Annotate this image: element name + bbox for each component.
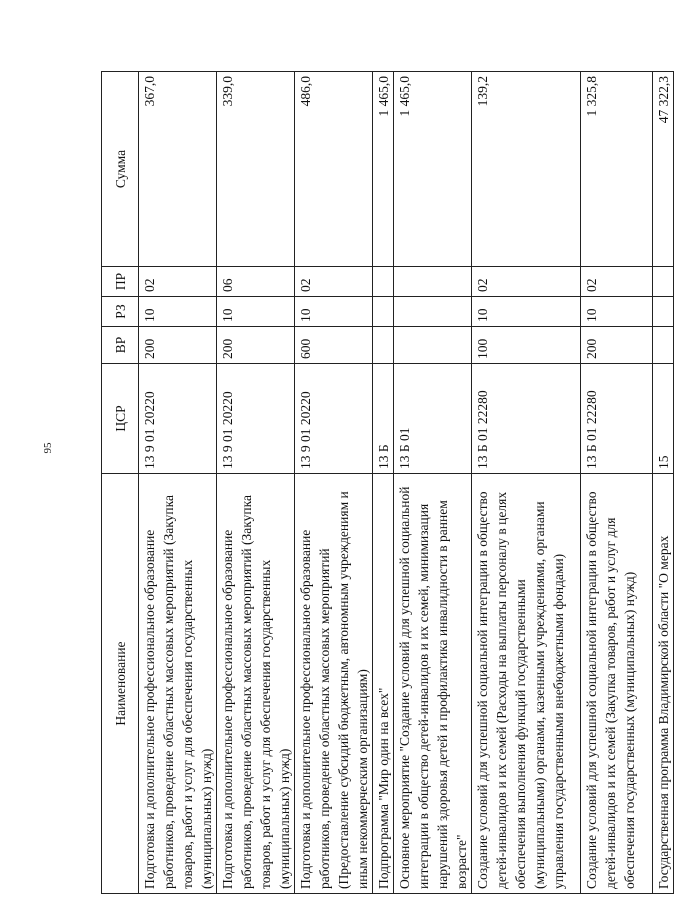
cell-name: Государственная программа Владимирской области "О мерах [653, 474, 674, 894]
table-row [139, 72, 217, 894]
cell-pr [394, 267, 472, 297]
header-pr: ПР [102, 267, 139, 297]
budget-table-frame [101, 72, 671, 894]
cell-name: Подготовка и дополнительное профессиональное образование работников, проведение областных массовых мероприятий (Предоставление субсидий бюджетным, автономным учреждениям и иным некоммерческим организациям) [295, 474, 373, 894]
budget-table [101, 71, 674, 894]
cell-sum: 1 465,0 [394, 72, 472, 267]
table-row [295, 72, 373, 894]
cell-csr: 13 9 01 20220 [217, 364, 295, 474]
cell-sum: 486,0 [295, 72, 373, 267]
cell-name: Создание условий для успешной социальной интеграции в общество детей-инвалидов и их семей (Расходы на выплаты персоналу в целях обеспечения выполнения функций государственными (муниципальными) органами, казенными учреждениями, органами управления государственными внебюджетными фондами) [472, 474, 581, 894]
table-row [394, 72, 472, 894]
cell-pr [373, 267, 394, 297]
cell-vr: 200 [581, 327, 653, 364]
cell-pr: 02 [472, 267, 581, 297]
cell-name: Подготовка и дополнительное профессиональное образование работников, проведение областных массовых мероприятий (Закупка товаров, работ и услуг для обеспечения государственных (муниципальных) нужд) [217, 474, 295, 894]
cell-rz: 10 [217, 297, 295, 327]
cell-sum: 367,0 [139, 72, 217, 267]
cell-vr: 600 [295, 327, 373, 364]
table-row [373, 72, 394, 894]
header-sum: Сумма [102, 72, 139, 267]
cell-vr [394, 327, 472, 364]
cell-rz: 10 [581, 297, 653, 327]
cell-sum: 139,2 [472, 72, 581, 267]
header-name: Наименование [102, 474, 139, 894]
cell-csr: 13 9 01 20220 [295, 364, 373, 474]
header-vr: ВР [102, 327, 139, 364]
cell-rz [373, 297, 394, 327]
cell-name: Подготовка и дополнительное профессиональное образование работников, проведение областных массовых мероприятий (Закупка товаров, работ и услуг для обеспечения государственных (муниципальных) нужд) [139, 474, 217, 894]
table-row [472, 72, 581, 894]
cell-sum: 1 325,8 [581, 72, 653, 267]
cell-vr: 100 [472, 327, 581, 364]
cell-csr: 13 Б [373, 364, 394, 474]
table-row [653, 72, 674, 894]
cell-pr: 02 [139, 267, 217, 297]
cell-rz [653, 297, 674, 327]
cell-pr: 02 [295, 267, 373, 297]
cell-name: Основное мероприятие "Создание условий для успешной социальной интеграции в общество детей-инвалидов и их семей, минимизация нарушений здоровья детей и профилактика инвалидности в раннем возрасте" [394, 474, 472, 894]
cell-pr: 06 [217, 267, 295, 297]
cell-name: Подпрограмма "Мир один на всех" [373, 474, 394, 894]
cell-csr: 13 9 01 20220 [139, 364, 217, 474]
table-row [581, 72, 653, 894]
cell-csr: 13 Б 01 22280 [581, 364, 653, 474]
cell-vr [653, 327, 674, 364]
cell-rz: 10 [295, 297, 373, 327]
header-csr: ЦСР [102, 364, 139, 474]
cell-pr [653, 267, 674, 297]
cell-vr: 200 [217, 327, 295, 364]
cell-csr: 13 Б 01 [394, 364, 472, 474]
cell-rz: 10 [139, 297, 217, 327]
cell-rz: 10 [472, 297, 581, 327]
cell-csr: 13 Б 01 22280 [472, 364, 581, 474]
cell-vr: 200 [139, 327, 217, 364]
table-header-row [102, 72, 139, 894]
header-rz: РЗ [102, 297, 139, 327]
table-row [217, 72, 295, 894]
cell-name: Создание условий для успешной социальной интеграции в общество детей-инвалидов и их семей (Закупка товаров, работ и услуг для обеспечения государственных (муниципальных) нужд) [581, 474, 653, 894]
page-number: 95 [42, 442, 54, 454]
cell-vr [373, 327, 394, 364]
cell-csr: 15 [653, 364, 674, 474]
cell-sum: 339,0 [217, 72, 295, 267]
cell-rz [394, 297, 472, 327]
cell-sum: 1 465,0 [373, 72, 394, 267]
cell-sum: 47 322,3 [653, 72, 674, 267]
cell-pr: 02 [581, 267, 653, 297]
